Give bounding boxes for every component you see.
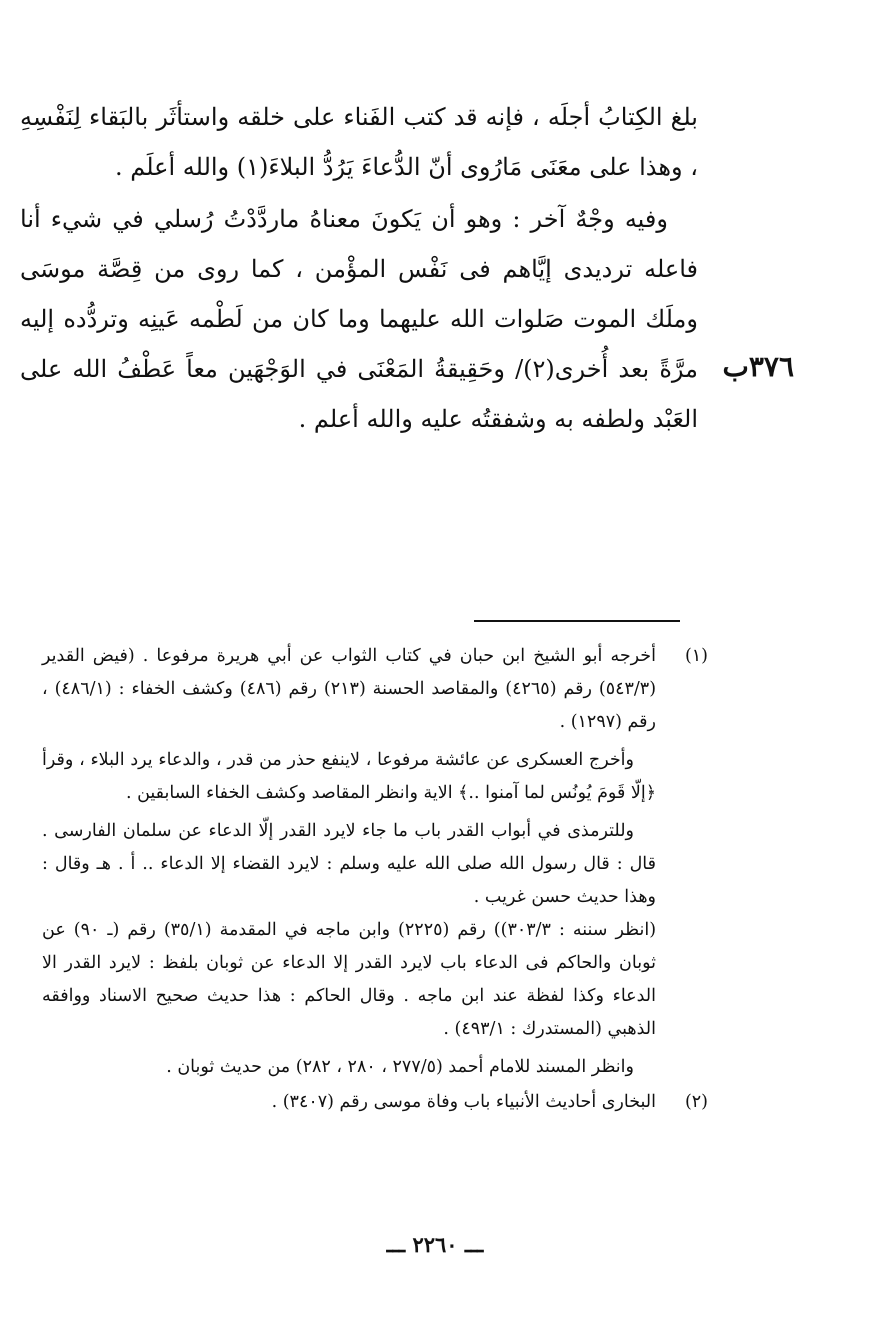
footnote-body [42,640,656,1084]
footnote-1 [42,640,708,1084]
main-paragraph-1: بلغ الكِتابُ أجلَه ، فإنه قد كتب الفَناء على خلقه واستأثَر بالبَقاء لِنَفْسِهِ ، وهذا على معَنَى مَارُوى أنّ الدُّعاءَ يَرُدُّ البلاءَ(١) والله أعلَم . [20,103,698,181]
main-paragraph-2: وفيه وجْهٌ آخر : وهو أن يَكونَ معناهُ ماردَّدْتُ رُسلي في شيء أنا فاعله ترديدى إيَّاهم فى نَفْس المؤْمن ، كما روى من قِصَّة موسَى وملَك الموت صَلوات الله عليهما وما كان من لَطْمه عَينِه وتردُّده إليه مرَّةً بعد أُخرى(٢)/ وحَقِيقةُ المَعْنَى في الوَجْهَين معاً عَطْفُ الله على العَبْد ولطفه به وشفقتُه عليه والله أعلم . [20,205,698,433]
footnote-paragraph: وأخرج العسكرى عن عائشة مرفوعا ، لاينفع حذر من قدر ، والدعاء يرد البلاء ، وقرأ ﴿إلّا قَومَ يُونُس لما آمنوا ..﴾ الاية وانظر المقاصد وكشف الخفاء السابقين . [42,750,656,803]
footnote-paragraph: أخرجه أبو الشيخ ابن حبان في كتاب الثواب عن أبي هريرة مرفوعا . (فيض القدير (٥٤٣/٣) رقم (٤٢٦٥) والمقاصد الحسنة (٢١٣) رقم (٤٨٦) وكشف الخفاء : (٤٨٦/١) ، رقم (١٢٩٧) . [42,646,657,732]
footnote-paragraph: وللترمذى في أبواب القدر باب ما جاء لايرد القدر إلّا الدعاء عن سلمان الفارسى . قال : قال رسول الله صلى الله عليه وسلم : لايرد القضاء إلا الدعاء .. أ . هـ وقال : وهذا حديث حسن غريب . [42,821,656,907]
footnote-separator [474,620,680,622]
footnote-paragraph: (انظر سننه : ٣٠٣/٣)) رقم (٢٢٢٥) وابن ماجه في المقدمة (٣٥/١) رقم (ـ ٩٠) عن ثوبان والحاكم فى الدعاء باب لايرد القدر إلا الدعاء عن ثوبان بلفظ : لايرد القدر الا الدعاء وكذا لفظة عند ابن ماجه . وقال الحاكم : هذا حديث صحيح الاسناد ووافقه الذهبي (المستدرك : ٤٩٣/١) . [42,920,657,1039]
footnote-number: (١) [684,646,708,666]
footnote-number: (٢) [684,1092,708,1112]
footnote-2 [42,1086,708,1119]
manuscript-folio-marker: ٣٧٦ب [722,350,794,383]
footnote-paragraph: البخارى أحاديث الأنبياء باب وفاة موسى رقم (٣٤٠٧) . [271,1092,656,1112]
footnotes [42,640,708,1119]
page-number: ـــ ٢٢٦٠ ـــ [386,1232,484,1257]
main-text [20,92,698,444]
footnote-body [42,1086,656,1119]
footnote-paragraph: وانظر المسند للامام أحمد (٢٧٧/٥ ، ٢٨٠ ، ٢٨٢) من حديث ثوبان . [166,1057,634,1077]
